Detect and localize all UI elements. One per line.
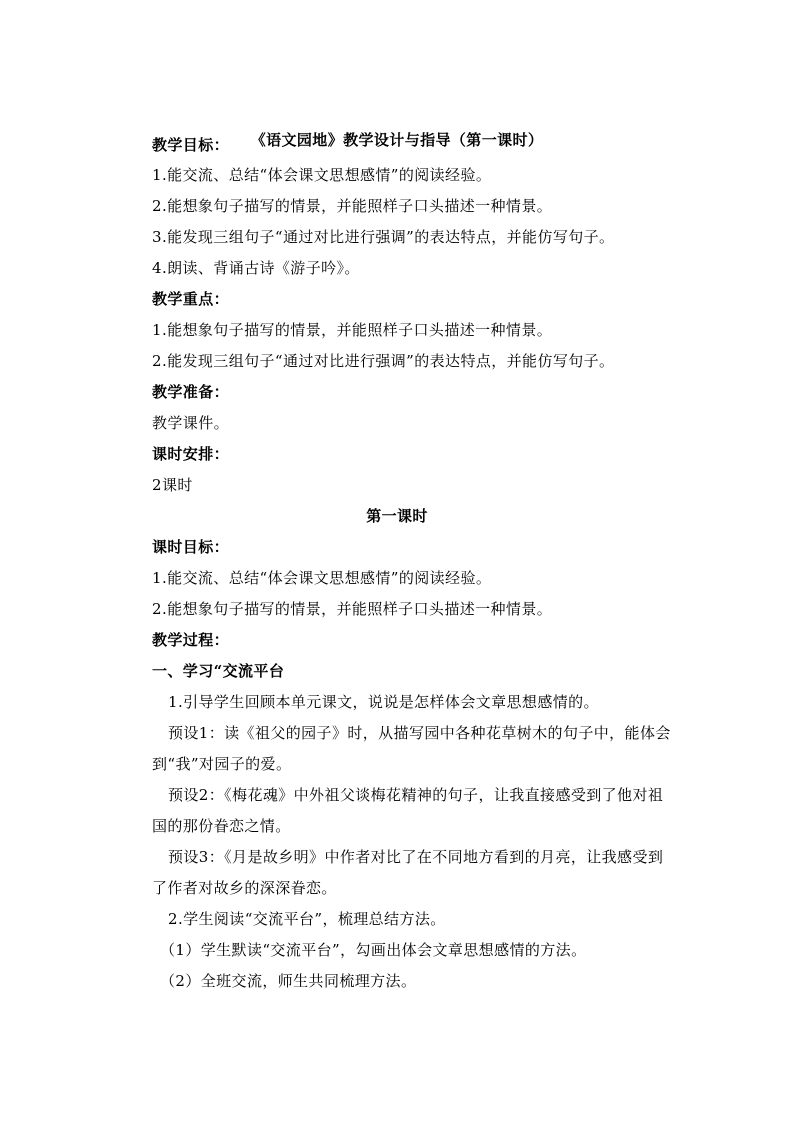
preparation-text: 教学课件。	[152, 414, 230, 432]
lesson-title: 第一课时	[366, 507, 428, 525]
lesson-objective-item: 2.能想象句子描写的情景，并能照样子口头描述一种情景。	[152, 600, 553, 618]
objective-item: 1.能交流、总结“体会课文思想感情”的阅读经验。	[152, 166, 492, 184]
preset3-line2: 了作者对故乡的深深眷恋。	[152, 879, 337, 897]
step2-sub-item: （1）学生默读“交流平台”，勾画出体会文章思想感情的方法。	[160, 941, 587, 959]
objectives-heading: 教学目标：	[152, 136, 230, 154]
preset1-line2: 到“我”对园子的爱。	[152, 755, 292, 773]
preparation-heading: 教学准备：	[152, 383, 230, 401]
objective-item: 4.朗读、背诵古诗《游子吟》。	[152, 259, 360, 277]
lesson-objective-item: 1.能交流、总结“体会课文思想感情”的阅读经验。	[152, 569, 492, 587]
schedule-text: 2课时	[152, 476, 193, 494]
step2-sub-item: （2）全班交流，师生共同梳理方法。	[160, 972, 417, 990]
step1-text: 1.引导学生回顾本单元课文，说说是怎样体会文章思想感情的。	[168, 693, 599, 711]
lesson-objectives-heading: 课时目标：	[152, 538, 230, 556]
preset3-line1: 预设3：《月是故乡明》中作者对比了在不同地方看到的月亮，让我感受到	[168, 848, 664, 866]
objective-item: 3.能发现三组句子“通过对比进行强调”的表达特点，并能仿写句子。	[152, 228, 615, 246]
key-points-heading: 教学重点：	[152, 290, 230, 308]
key-point-item: 2.能发现三组句子“通过对比进行强调”的表达特点，并能仿写句子。	[152, 352, 615, 370]
document-title: 《语文园地》教学设计与指导（第一课时）	[250, 131, 544, 149]
preset2-line1: 预设2：《梅花魂》中外祖父谈梅花精神的句子，让我直接感受到了他对祖	[168, 786, 664, 804]
section1-heading: 一、学习“交流平台	[152, 662, 285, 680]
step2-text: 2.学生阅读“交流平台”，梳理总结方法。	[168, 910, 446, 928]
key-point-item: 1.能想象句子描写的情景，并能照样子口头描述一种情景。	[152, 321, 553, 339]
preset2-line2: 国的那份眷恋之情。	[152, 817, 291, 835]
objective-item: 2.能想象句子描写的情景，并能照样子口头描述一种情景。	[152, 197, 553, 215]
process-heading: 教学过程：	[152, 631, 230, 649]
preset1-line1: 预设1：读《祖父的园子》时，从描写园中各种花草树木的句子中，能体会	[168, 724, 671, 742]
schedule-heading: 课时安排：	[152, 445, 230, 463]
